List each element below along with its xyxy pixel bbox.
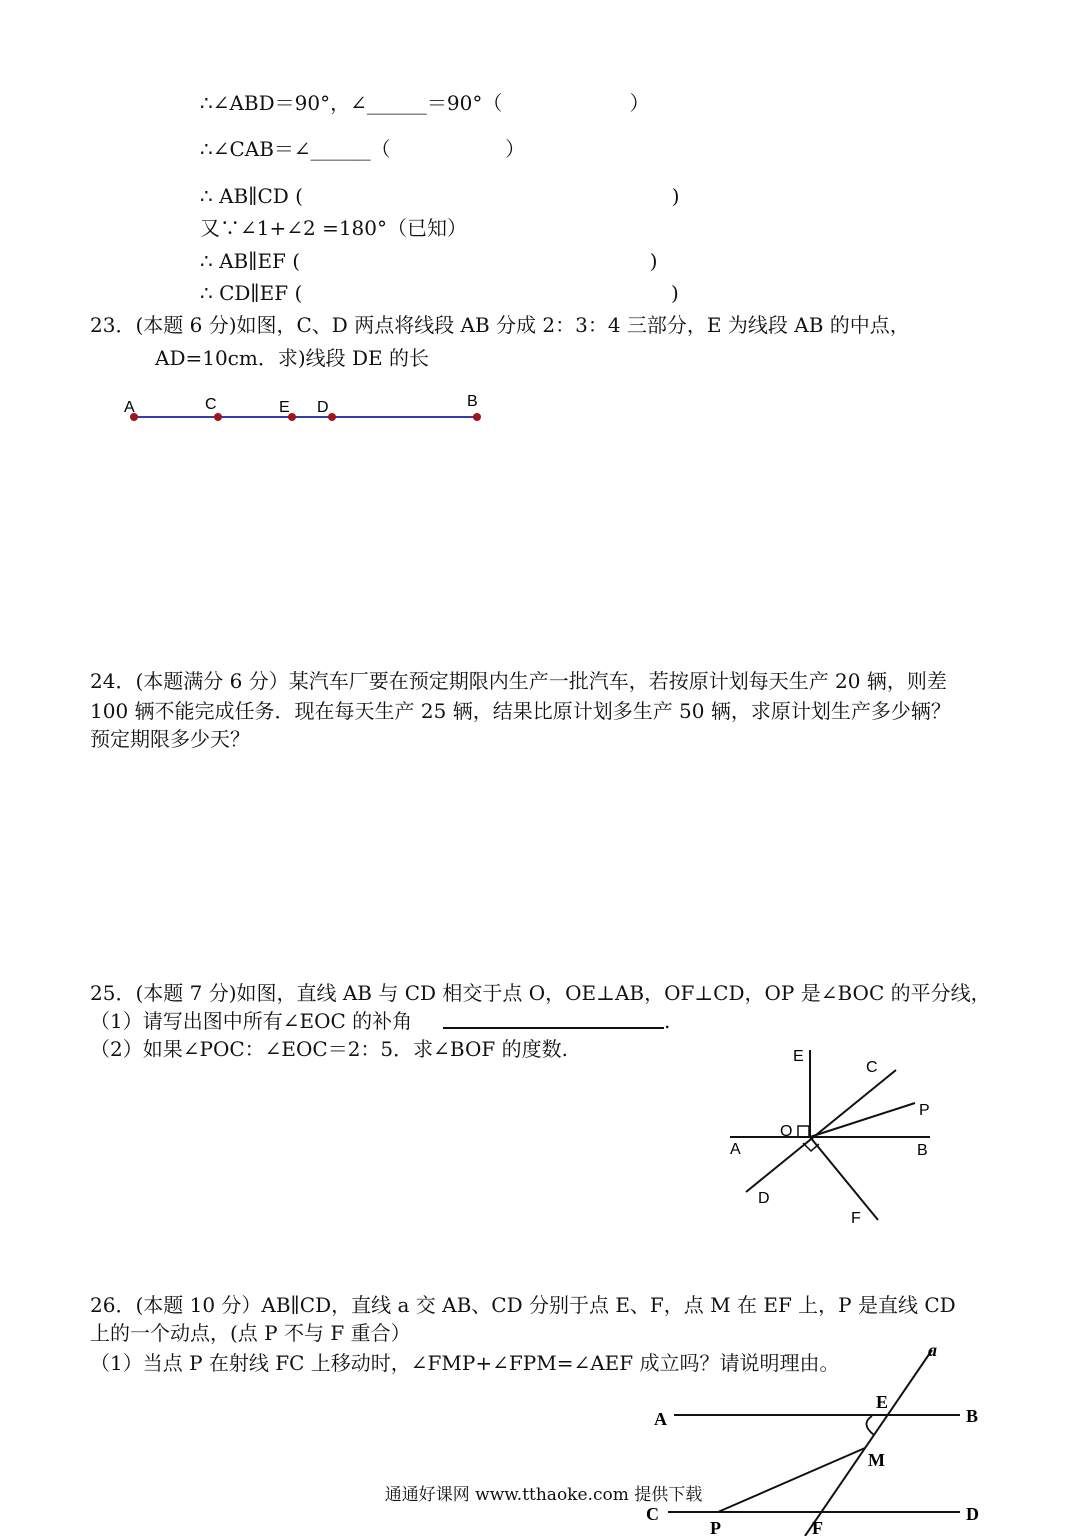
q25-text-line1: 25．(本题 7 分)如图，直线 AB 与 CD 相交于点 O，OE⊥AB，OF⊥CD，OP 是∠BOC 的平分线， [90, 981, 991, 1005]
label-b: B [966, 1406, 979, 1426]
label-b: B [917, 1142, 928, 1159]
q26-parallel-figure [640, 1340, 1000, 1536]
q25-text-line3: （2）如果∠POC：∠EOC＝2：5．求∠BOF 的度数. [90, 1037, 568, 1061]
proof-line-1: ∴∠ABD＝90°，∠______＝90°（ ） [200, 91, 650, 115]
label-p: P [710, 1518, 721, 1536]
q24-text-line1: 24．(本题满分 6 分）某汽车厂要在预定期限内生产一批汽车，若按原计划每天生产 20 辆，则差 [90, 669, 947, 693]
q24-text-line3: 预定期限多少天？ [90, 727, 250, 751]
label-a: A [730, 1141, 741, 1158]
label-o: O [780, 1123, 793, 1140]
label-f: F [812, 1518, 823, 1536]
label-p: P [919, 1102, 930, 1119]
q25-text-line2: （1）请写出图中所有∠EOC 的补角 [90, 1009, 413, 1033]
proof-line-5: ∴ AB∥EF ( ) [200, 249, 658, 273]
label-c: C [866, 1059, 878, 1076]
proof-line-4: 又∵∠1+∠2 =180°（已知） [200, 216, 468, 240]
q24-text-line2: 100 辆不能完成任务．现在每天生产 25 辆，结果比原计划多生产 50 辆，求原计划生产多少辆？ [90, 699, 951, 723]
label-d: D [758, 1190, 770, 1207]
proof-line-2: ∴∠CAB＝∠______（ ） [200, 137, 526, 161]
page-footer: 通通好课网 www.tthaoke.com 提供下载 [384, 1485, 703, 1505]
label-e: E [793, 1048, 804, 1065]
label-b: B [467, 393, 478, 410]
label-e: E [279, 399, 290, 416]
label-e: E [876, 1392, 889, 1412]
label-d: D [966, 1504, 979, 1524]
q26-text-line2: 上的一个动点，(点 P 不与 F 重合） [90, 1321, 411, 1345]
proof-line-3: ∴ AB∥CD ( ) [200, 184, 680, 208]
label-c: C [205, 396, 217, 413]
q26-text-line1: 26．(本题 10 分）AB∥CD，直线 a 交 AB、CD 分别于点 E、F，点 M 在 EF 上，P 是直线 CD [90, 1293, 956, 1317]
q25-angle-figure [720, 1040, 960, 1230]
label-a: A [654, 1409, 667, 1429]
q26-text-line3: （1）当点 P 在射线 FC 上移动时，∠FMP+∠FPM=∠AEF 成立吗？请说明理由。 [90, 1351, 840, 1375]
q23-text-line1: 23．(本题 6 分)如图，C、D 两点将线段 AB 分成 2：3：4 三部分，E 为线段 AB 的中点， [90, 313, 910, 337]
q25-line2-end: . [664, 1009, 671, 1033]
label-d: D [317, 399, 329, 416]
point-b [473, 413, 481, 421]
label-f: F [851, 1210, 861, 1227]
answer-blank[interactable] [443, 1027, 664, 1029]
label-m: M [868, 1450, 885, 1470]
proof-line-6: ∴ CD∥EF ( ) [200, 281, 679, 305]
label-a-line: a [928, 1340, 937, 1360]
label-a: A [124, 399, 135, 416]
q23-text-line2: AD=10cm．求)线段 DE 的长 [155, 346, 430, 370]
point-d [328, 413, 336, 421]
label-c: C [646, 1504, 659, 1524]
q23-segment-figure [115, 390, 495, 430]
point-c [214, 413, 222, 421]
